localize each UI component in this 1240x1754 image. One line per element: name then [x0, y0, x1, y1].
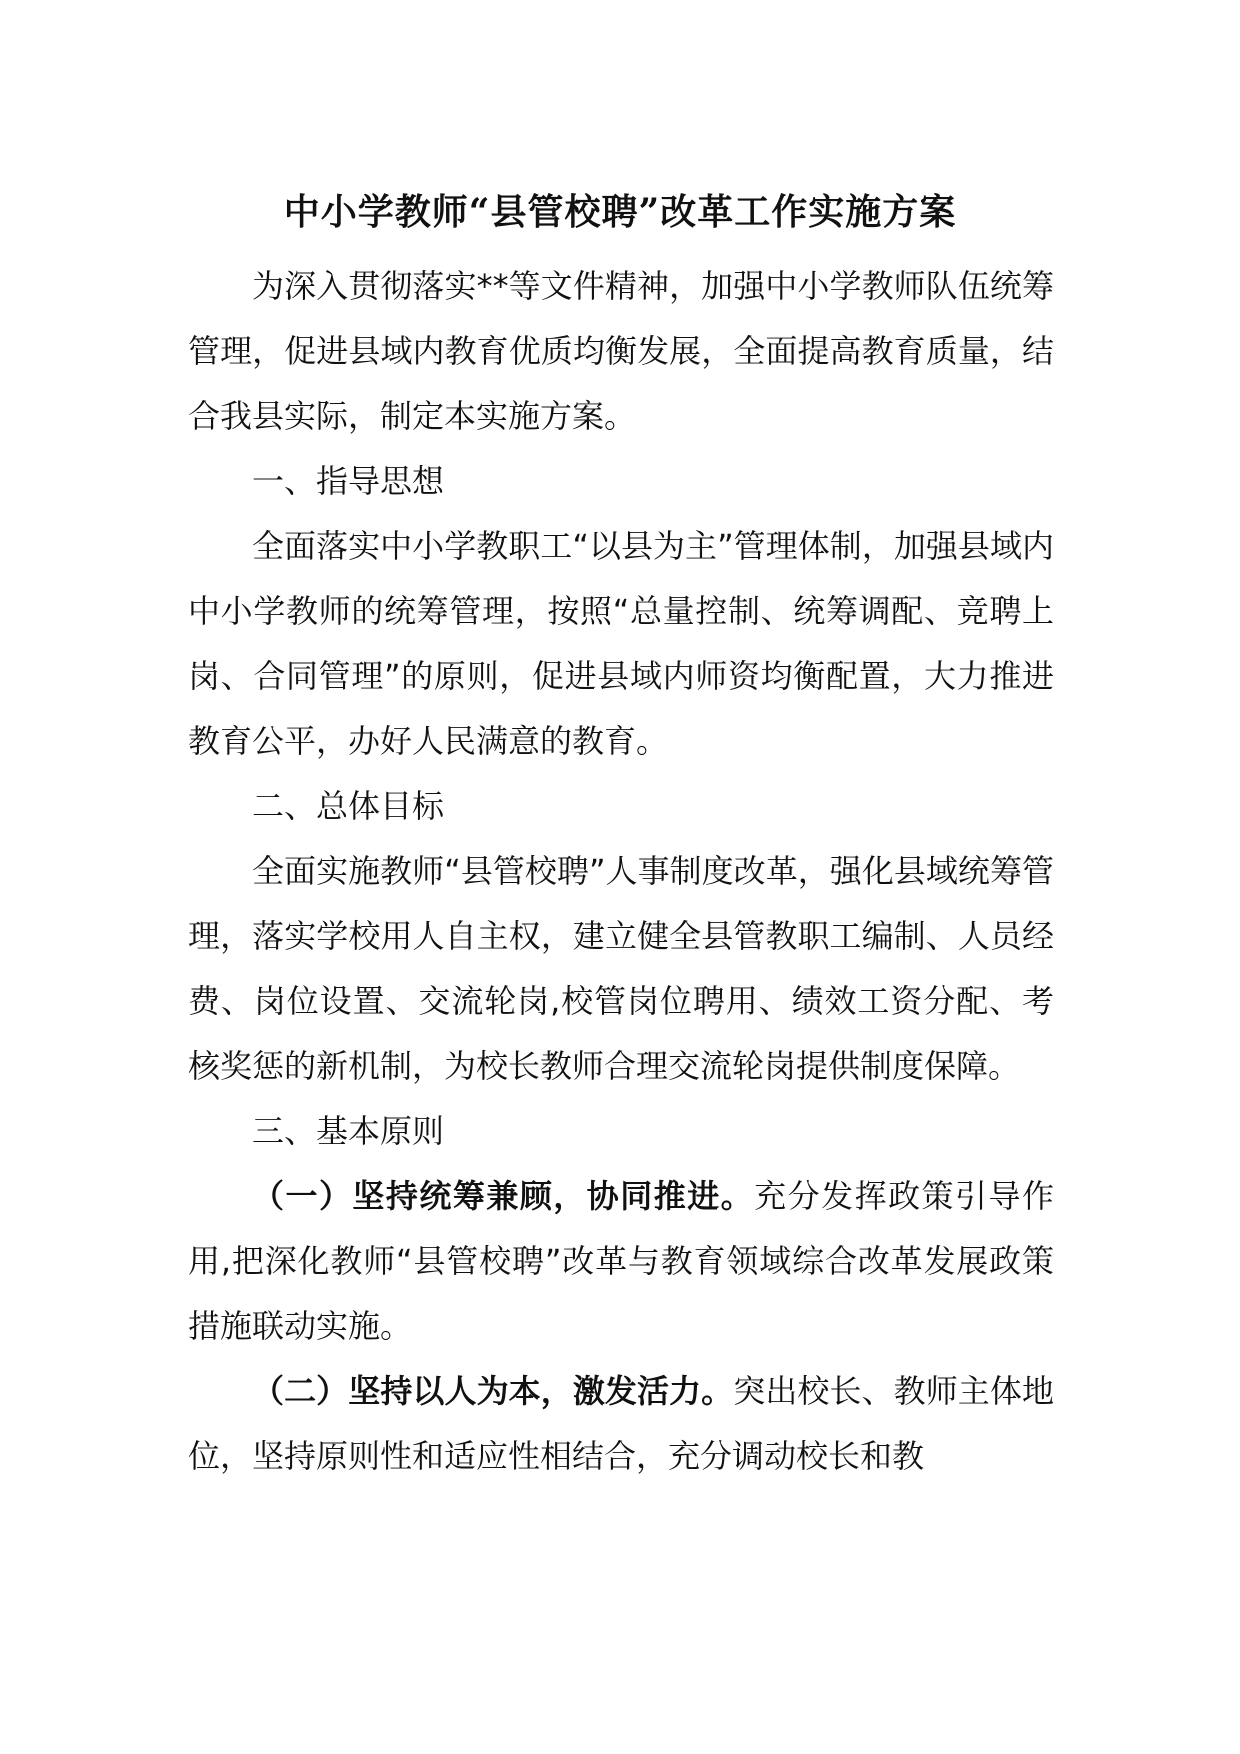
document-title: 中小学教师“县管校聘”改革工作实施方案	[283, 191, 957, 233]
section-heading-overall-goal: 二、总体目标	[252, 787, 445, 825]
document-body	[188, 254, 1054, 1489]
principle-text-1: 充分发挥政策引导作用,把深化教师“县管校聘”改革与教育领域综合改革发展政策措施联动实施。	[188, 1177, 1054, 1345]
principle-lead-1: （一）坚持统筹兼顾，协同推进。	[252, 1177, 755, 1215]
intro-paragraph: 为深入贯彻落实**等文件精神，加强中小学教师队伍统筹管理，促进县域内教育优质均衡发展，全面提高教育质量，结合我县实际，制定本实施方案。	[188, 267, 1054, 435]
principle-paragraph-1	[188, 1164, 1054, 1359]
principle-paragraph-2	[188, 1359, 1054, 1489]
principle-text-2: 突出校长、教师主体地位，坚持原则性和适应性相结合，充分调动校长和教	[188, 1372, 1054, 1475]
principle-lead-2: （二）坚持以人为本，激发活力。	[252, 1372, 734, 1410]
section-heading-basic-principles: 三、基本原则	[252, 1112, 445, 1150]
section-paragraph-overall-goal: 全面实施教师“县管校聘”人事制度改革，强化县域统筹管理，落实学校用人自主权，建立健全县管教职工编制、人员经费、岗位设置、交流轮岗,校管岗位聘用、绩效工资分配、考核奖惩的新机制，为校长教师合理交流轮岗提供制度保障。	[188, 852, 1054, 1085]
section-paragraph-guiding-ideology: 全面落实中小学教职工“以县为主”管理体制，加强县域内中小学教师的统筹管理，按照“总量控制、统筹调配、竞聘上岗、合同管理”的原则，促进县域内师资均衡配置，大力推进教育公平，办好人民满意的教育。	[188, 527, 1054, 760]
section-heading-guiding-ideology: 一、指导思想	[252, 462, 445, 500]
